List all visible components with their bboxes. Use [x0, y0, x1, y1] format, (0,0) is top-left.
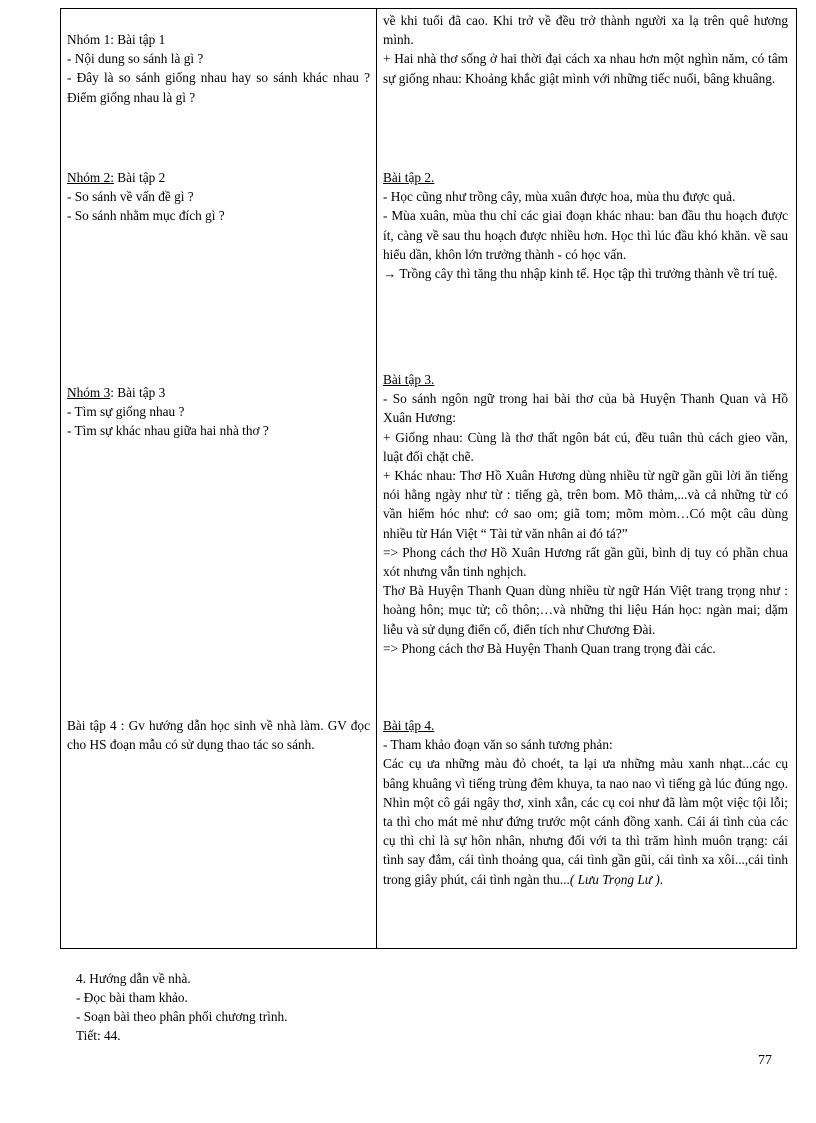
answer1-paragraph: + Hai nhà thơ sống ở hai thời đại cách xa nhau hơn một nghìn năm, có tâm sự giống nhau: Khoảng khắc giật mình với những tiếc nuối, bâng khuâng.: [383, 51, 788, 86]
arrow-right-icon: →: [383, 266, 397, 282]
answer3-paragraph: + Khác nhau: Thơ Hồ Xuân Hương dùng nhiều từ ngữ gần gũi lời ăn tiếng nói hằng ngày như từ : tiếng gà, trên bom. Mõ thảm,...và cả những từ có vần hiểm hóc như: cớ sao om; giã tom; mõm mòm…Có một câu dùng nhiều từ Hán Việt “ Tài tử văn nhân ai đó tá?”: [383, 468, 788, 541]
exercise4-text: Bài tập 4 : Gv hướng dẫn học sinh về nhà làm. GV đọc cho HS đoạn mẫu có sử dụng thao tác so sánh.: [67, 718, 370, 753]
answer3-paragraph: Thơ Bà Huyện Thanh Quan dùng nhiều từ ngữ Hán Việt trang trọng như : hoàng hôn; mục tử; cô thôn;…và những thi liệu Hán học: ngàn mai; dặm liễu và sử dụng điển cố, điển tích như Chương Đài.: [383, 583, 788, 637]
group3-line: - Tìm sự khác nhau giữa hai nhà thơ ?: [67, 423, 269, 439]
group2-line: - So sánh về vấn đề gì ?: [67, 189, 194, 205]
group1-heading: Nhóm 1: Bài tập 1: [67, 32, 166, 47]
exercise4-block: [67, 716, 370, 754]
answer1-block: [383, 11, 788, 88]
answer4-heading: Bài tập 4.: [383, 718, 435, 733]
answer2-paragraph: - Học cũng như trồng cây, mùa xuân được hoa, mùa thu được quả.: [383, 189, 736, 205]
group1-line: - Nội dung so sánh là gì ?: [67, 51, 204, 67]
answer3-paragraph: - So sánh ngôn ngữ trong hai bài thơ của bà Huyện Thanh Quan và Hồ Xuân Hương:: [383, 391, 788, 426]
quote-source: ( Lưu Trọng Lư ): [569, 871, 660, 887]
group3-block: [67, 383, 370, 441]
footer-line: 4. Hướng dẫn về nhà.: [76, 971, 191, 986]
page-number: 77: [758, 1053, 772, 1068]
homework-section: [76, 969, 287, 1045]
answer3-block: [383, 370, 788, 658]
footer-line: - Soạn bài theo phân phối chương trình.: [76, 1009, 288, 1024]
lesson-table: [60, 8, 797, 949]
table-row: [61, 9, 797, 949]
right-column: [377, 9, 797, 949]
answer2-block: [383, 168, 788, 283]
group3-heading: Nhóm 3: Bài tập 3: [67, 385, 166, 400]
footer-line: - Đọc bài tham khảo.: [76, 990, 188, 1005]
answer2-heading: Bài tập 2.: [383, 170, 435, 185]
group1-block: [67, 30, 370, 107]
group2-heading: Nhóm 2: Bài tập 2: [67, 170, 166, 185]
answer4-block: [383, 716, 788, 889]
group2-line: - So sánh nhằm mục đích gì ?: [67, 208, 225, 224]
answer1-paragraph: về khi tuổi đã cao. Khi trở về đều trở thành người xa lạ trên quê hương mình.: [383, 13, 788, 48]
footer-line: Tiết: 44.: [76, 1028, 121, 1043]
group2-block: [67, 168, 370, 226]
answer3-paragraph: => Phong cách thơ Bà Huyện Thanh Quan trang trọng đài các.: [383, 640, 716, 656]
answer3-paragraph: => Phong cách thơ Hồ Xuân Hương rất gần gũi, bình dị tuy có phần chua xót nhưng vẫn tinh nghịch.: [383, 544, 788, 580]
left-column: [61, 9, 377, 949]
answer3-paragraph: + Giống nhau: Cùng là thơ thất ngôn bát cú, đều tuân thủ cách gieo vần, luật đối chặt chẽ.: [383, 429, 788, 464]
answer4-paragraph: - Tham khảo đoạn văn so sánh tương phản:: [383, 737, 613, 753]
answer2-paragraph: - Mùa xuân, mùa thu chỉ các giai đoạn khác nhau: ban đầu thu hoạch được ít, càng về sau thu hoạch được nhiều hơn. Học thì lúc đầu khó khăn. về sau hiểu dần, khôn lớn trưởng thành - có học vấn.: [383, 208, 788, 262]
answer3-heading: Bài tập 3.: [383, 372, 435, 387]
answer4-quote: Các cụ ưa những màu đỏ choét, ta lại ưa những màu xanh nhạt...các cụ bâng khuâng vì tiếng trùng đêm khuya, ta nao nao vì tiếng gà lúc đúng ngọ. Nhìn một cô gái ngây thơ, xinh xắn, các cụ coi như đã làm một việc tội lỗi; ta thì cho mát mẻ như đứng trước một cánh đồng xanh. Cái ái tình của các cụ thì chỉ là sự hôn nhân, nhưng đối với ta thì trăm hình muôn trạng: cái tình say đắm, cái tình thoảng qua, cái tình gần gũi, cái tình xa xôi...,cái tình trong giây phút, cái tình ngàn thu...( Lưu Trọng Lư ).: [383, 756, 788, 887]
group1-line: - Đây là so sánh giống nhau hay so sánh khác nhau ? Điểm giống nhau là gì ?: [67, 70, 370, 105]
group3-line: - Tìm sự giống nhau ?: [67, 404, 185, 420]
answer2-conclusion: → Trồng cây thì tăng thu nhập kinh tế. Học tập thì trưởng thành về trí tuệ.: [383, 266, 778, 282]
